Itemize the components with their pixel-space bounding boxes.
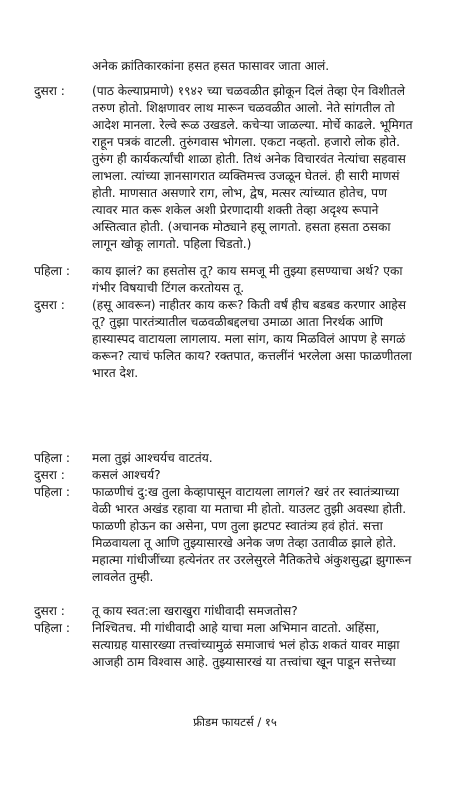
text-line: आजही ठाम विश्वास आहे. तुझ्यासारखं या तत्त्वांचा खून पाडून सत्तेच्या [92, 655, 396, 669]
text-line: वेळी भारत अखंड रहावा या मताचा मी होतो. याउलट तुझी अवस्था होती. [92, 502, 407, 516]
speaker-label: पहिला : [34, 485, 70, 499]
dialogue-text [92, 263, 432, 297]
text-line: त्यावर मात करू शकेल अशी प्रेरणादायी शक्ती तेव्हा अदृश्य रूपाने [92, 203, 379, 217]
text-line: भारत देश. [92, 366, 139, 380]
text-line: राहून पत्रकं वाटली. तुरुंगवास भोगला. एकटा नव्हतो. हजारो लोक होते. [92, 135, 400, 149]
dialogue-text [92, 467, 432, 484]
text-line: सत्याग्रह यासारख्या तत्त्वांच्यामुळं समाजाचं भलं होऊ शकतं यावर माझा [92, 638, 400, 652]
dialogue-text [92, 297, 432, 382]
speaker-label: पहिला : [34, 621, 70, 635]
footer-separator: / [257, 715, 262, 729]
dialogue-text [92, 450, 432, 467]
speaker-label: पहिला : [34, 451, 70, 465]
text-line: तू? तुझा पारतंत्र्यातील चळवळीबद्दलचा उमाळा आता निरर्थक आणि [92, 315, 383, 329]
text-line: कसलं आश्चर्य? [92, 468, 161, 482]
speaker-label: पहिला : [34, 264, 70, 278]
text-line: महात्मा गांधीजींच्या हत्येनंतर तर उरलेसुरले नैतिकतेचे अंकुशसुद्धा झुगारून [92, 553, 412, 567]
page-footer [0, 714, 470, 730]
text-line: अनेक क्रांतिकारकांना हसत हसत फासावर जाता आलं. [92, 59, 330, 73]
dialogue-text [92, 620, 432, 671]
text-line: (पाठ केल्याप्रमाणे) १९४२ च्या चळवळीत झोकून दिलं तेव्हा ऐन विशीतले [92, 84, 405, 98]
speaker-label: दुसरा : [34, 84, 65, 98]
text-line: लागून खोकू लागतो. पहिला चिडतो.) [92, 237, 252, 251]
speaker-label: दुसरा : [34, 298, 65, 312]
text-line: काय झालं? का हसतोस तू? काय समजू मी तुझ्या हसण्याचा अर्थ? एका [92, 264, 403, 278]
text-line: लावलेत तुम्ही. [92, 570, 154, 584]
text-line: तरुण होतो. शिक्षणावर लाथ मारून चळवळीत आलो. नेते सांगतील तो [92, 101, 395, 115]
text-line: (हसू आवरून) नाहीतर काय करू? किती वर्षं हीच बडबड करणार आहेस [92, 298, 407, 312]
text-line: आदेश मानला. रेल्वे रूळ उखडले. कचेऱ्या जाळल्या. मोर्चे काढले. भूमिगत [92, 118, 413, 132]
text-line: होती. माणसात असणारे राग, लोभ, द्वेष, मत्सर त्यांच्यात होतेच, पण [92, 186, 387, 200]
speaker-label: दुसरा : [34, 604, 65, 618]
footer-book-title: फ्रीडम फायटर्स [193, 715, 254, 729]
text-line: अस्तित्वात होती. (अचानक मोठ्याने हसू लागतो. हसता हसता ठसका [92, 220, 391, 234]
text-line: फाळणीचं दु:ख तुला केव्हापासून वाटायला लागलं? खरं तर स्वातंत्र्याच्या [92, 485, 400, 499]
text-line: फाळणी होऊन का असेना, पण तुला झटपट स्वातंत्र्य हवं होतं. सत्ता [92, 519, 383, 533]
speaker-label: दुसरा : [34, 468, 65, 482]
dialogue-text [92, 83, 432, 253]
text-line: करून? त्याचं फलित काय? रक्तपात, कत्तलींनं भरलेला असा फाळणीतला [92, 349, 412, 363]
dialogue-text [92, 58, 432, 75]
text-line: हास्यास्पद वाटायला लागलाय. मला सांग, काय मिळविलं आपण हे सगळं [92, 332, 406, 346]
text-line: तू काय स्वत:ला खराखुरा गांधीवादी समजतोस? [92, 604, 298, 618]
dialogue-text [92, 603, 432, 620]
text-line: तुरुंग ही कार्यकर्त्यांची शाळा होती. तिथं अनेक विचारवंत नेत्यांचा सहवास [92, 152, 406, 166]
text-line: निश्चितच. मी गांधीवादी आहे याचा मला अभिमान वाटतो. अहिंसा, [92, 621, 380, 635]
footer-page-number: १५ [264, 715, 277, 729]
text-line: मला तुझं आश्चर्यच वाटतंय. [92, 451, 213, 465]
text-line: मिळवायला तू आणि तुझ्यासारखे अनेक जण तेव्हा उतावीळ झाले होते. [92, 536, 397, 550]
text-line: गंभीर विषयाची टिंगल करतोयस तू. [92, 281, 245, 295]
text-line: लाभला. त्यांच्या ज्ञानसागरात व्यक्तिमत्त्व उजळून घेतलं. ही सारी माणसं [92, 169, 400, 183]
dialogue-text [92, 484, 432, 586]
